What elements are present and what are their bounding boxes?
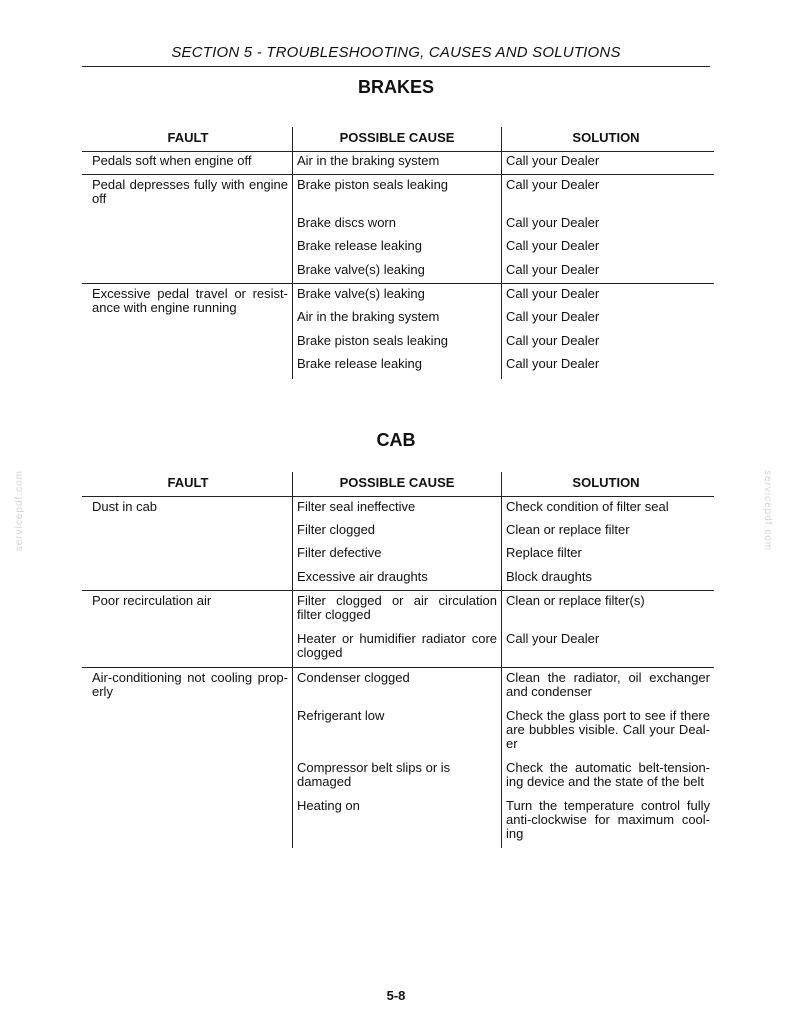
- header-divider: [82, 151, 714, 152]
- cause-cell: Brake release leaking: [297, 238, 423, 253]
- solution-cell: Check condition of filter seal: [506, 499, 669, 514]
- fault-cell: Poor recirculation air: [92, 593, 212, 608]
- cause-cell: Filter clogged or air circulation filter clogged: [297, 593, 497, 622]
- cause-cell: Brake valve(s) leaking: [297, 262, 425, 277]
- fault-cell: Pedal depresses fully with engine off: [92, 177, 288, 206]
- group-divider: [82, 590, 714, 591]
- page-number: 5-8: [386, 988, 406, 1003]
- watermark-right: servicepdf.com: [762, 470, 773, 552]
- solution-cell: Block draughts: [506, 569, 592, 584]
- group-divider: [82, 667, 714, 668]
- cause-cell: Air in the braking system: [297, 309, 440, 324]
- column-divider: [292, 127, 293, 379]
- fault-header: FAULT: [167, 130, 209, 145]
- cause-cell: Brake piston seals leaking: [297, 333, 449, 348]
- cab-table: [82, 472, 714, 848]
- header-rule: [82, 66, 710, 67]
- cause-cell: Refrigerant low: [297, 708, 385, 723]
- brakes-title: BRAKES: [357, 77, 434, 97]
- cause-cell: Brake discs worn: [297, 215, 396, 230]
- fault-cell: Pedals soft when engine off: [92, 153, 252, 168]
- solution-cell: Replace filter: [506, 545, 582, 560]
- cause-cell: Brake piston seals leaking: [297, 177, 449, 192]
- cause-cell: Condenser clogged: [297, 670, 410, 685]
- cab-title: CAB: [376, 430, 416, 450]
- cause-cell: Filter seal ineffective: [297, 499, 416, 514]
- cause-cell: Heating on: [297, 798, 360, 813]
- fault-cell: Excessive pedal travel or resist- ance with engine running: [92, 286, 288, 315]
- solution-cell: Call your Dealer: [506, 215, 600, 230]
- column-divider: [501, 127, 502, 379]
- section-header: SECTION 5 - TROUBLESHOOTING, CAUSES AND SOLUTIONS: [171, 44, 621, 61]
- cause-cell: Excessive air draughts: [297, 569, 428, 584]
- cause-header: POSSIBLE CAUSE: [339, 130, 455, 145]
- solution-cell: Check the glass port to see if there are bubbles visible. Call your Deal- er: [506, 708, 710, 751]
- solution-cell: Call your Dealer: [506, 309, 600, 324]
- cause-cell: Compressor belt slips or is damaged: [297, 760, 451, 789]
- solution-cell: Call your Dealer: [506, 153, 600, 168]
- solution-cell: Clean the radiator, oil exchanger and condenser: [506, 670, 710, 699]
- solution-cell: Call your Dealer: [506, 262, 600, 277]
- group-divider: [82, 174, 714, 175]
- cause-cell: Brake valve(s) leaking: [297, 286, 425, 301]
- solution-cell: Call your Dealer: [506, 238, 600, 253]
- group-divider: [82, 283, 714, 284]
- solution-header: SOLUTION: [572, 475, 640, 490]
- column-divider: [501, 472, 502, 848]
- solution-cell: Call your Dealer: [506, 177, 600, 192]
- cause-cell: Filter defective: [297, 545, 382, 560]
- column-divider: [292, 472, 293, 848]
- cause-cell: Heater or humidifier radiator core clogged: [297, 631, 497, 660]
- brakes-table: [82, 127, 714, 379]
- solution-cell: Call your Dealer: [506, 356, 600, 371]
- solution-cell: Call your Dealer: [506, 631, 600, 646]
- fault-cell: Air-conditioning not cooling prop- erly: [92, 670, 288, 699]
- fault-header: FAULT: [167, 475, 209, 490]
- solution-header: SOLUTION: [572, 130, 640, 145]
- cause-cell: Brake release leaking: [297, 356, 423, 371]
- solution-cell: Turn the temperature control fully anti-clockwise for maximum cool- ing: [506, 798, 710, 841]
- solution-cell: Check the automatic belt-tension- ing device and the state of the belt: [506, 760, 710, 789]
- solution-cell: Clean or replace filter(s): [506, 593, 645, 608]
- solution-cell: Call your Dealer: [506, 333, 600, 348]
- watermark-left: servicepdf.com: [14, 470, 25, 552]
- solution-cell: Clean or replace filter: [506, 522, 630, 537]
- cause-header: POSSIBLE CAUSE: [339, 475, 455, 490]
- cause-cell: Air in the braking system: [297, 153, 440, 168]
- cause-cell: Filter clogged: [297, 522, 376, 537]
- solution-cell: Call your Dealer: [506, 286, 600, 301]
- fault-cell: Dust in cab: [92, 499, 158, 514]
- header-divider: [82, 496, 714, 497]
